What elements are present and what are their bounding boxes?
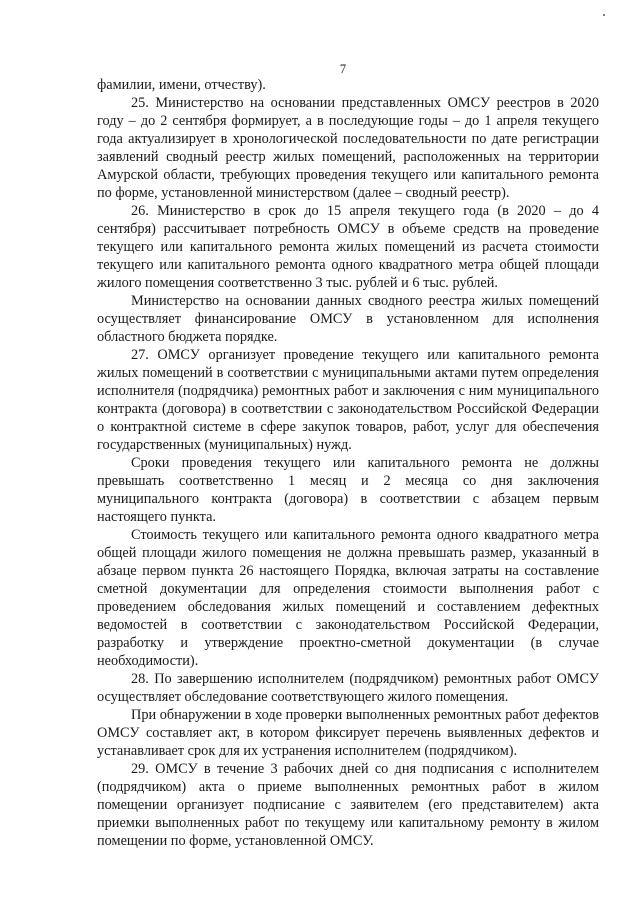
paragraph-26: 26. Министерство в срок до 15 апреля текущего года (в 2020 – до 4 сентября) рассчитывает потребность ОМСУ в объеме средств на проведение текущего или капитального ремонта жилых помещений из расчета стоимости текущего или капитального ремонта одного квадратного метра общей площади жилого помещения соответственно 3 тыс. рублей и 6 тыс. рублей.: [97, 203, 599, 291]
page-number: 7: [339, 62, 347, 76]
paragraph-28: 28. По завершению исполнителем (подрядчиком) ремонтных работ ОМСУ осуществляет обследование соответствующего жилого помещения.: [97, 671, 599, 705]
paragraph-29: 29. ОМСУ в течение 3 рабочих дней со дня подписания с исполнителем (подрядчиком) акта о приеме выполненных ремонтных работ в жилом помещении организует подписание с заявителем (его представителем) акта приемки выполненных работ по текущему или капитальному ремонту в жилом помещении по форме, установленной ОМСУ.: [97, 761, 599, 849]
document-body: [97, 76, 599, 850]
paragraph-26-financing: Министерство на основании данных сводного реестра жилых помещений осуществляет финансирование ОМСУ в установленном для исполнения областного бюджета порядке.: [97, 293, 599, 345]
paragraph-25: 25. Министерство на основании представленных ОМСУ реестров в 2020 году – до 2 сентября формирует, а в последующие годы – до 1 апреля текущего года актуализирует в хронологической последовательности по дате регистрации заявлений сводный реестр жилых помещений, расположенных на территории Амурской области, требующих проведения текущего или капитального ремонта по форме, установленной министерством (далее – сводный реестр).: [97, 95, 599, 201]
paragraph-28-defects: При обнаружении в ходе проверки выполненных ремонтных работ дефектов ОМСУ составляет акт, в котором фиксирует перечень выявленных дефектов и устанавливает срок для их устранения исполнителем (подрядчиком).: [97, 707, 599, 759]
paragraph-27-cost: Стоимость текущего или капитального ремонта одного квадратного метра общей площади жилого помещения не должна превышать размер, указанный в абзаце первом пункта 26 настоящего Порядка, включая затраты на составление сметной документации для определения стоимости выполнения работ с проведением обследования жилых помещений и составлением дефектных ведомостей в соответствии с законодательством Российской Федерации, разработку и утверждение проектно-сметной документации (в случае необходимости).: [97, 527, 599, 669]
paragraph-27-deadlines: Сроки проведения текущего или капитального ремонта не должны превышать соответственно 1 месяц и 2 месяца со дня заключения муниципального контракта (договора) в соответствии с абзацем первым настоящего пункта.: [97, 455, 599, 525]
paragraph-continuation: фамилии, имени, отчеству).: [97, 77, 266, 93]
paragraph-27: 27. ОМСУ организует проведение текущего или капитального ремонта жилых помещений в соответствии с муниципальными актами путем определения исполнителя (подрядчика) ремонтных работ и заключения с ним муниципального контракта (договора) в соответствии с законодательством Российской Федерации о контрактной системе в сфере закупок товаров, работ, услуг для обеспечения государственных (муниципальных) нужд.: [97, 347, 599, 453]
scan-artifact-dot: [603, 14, 605, 16]
